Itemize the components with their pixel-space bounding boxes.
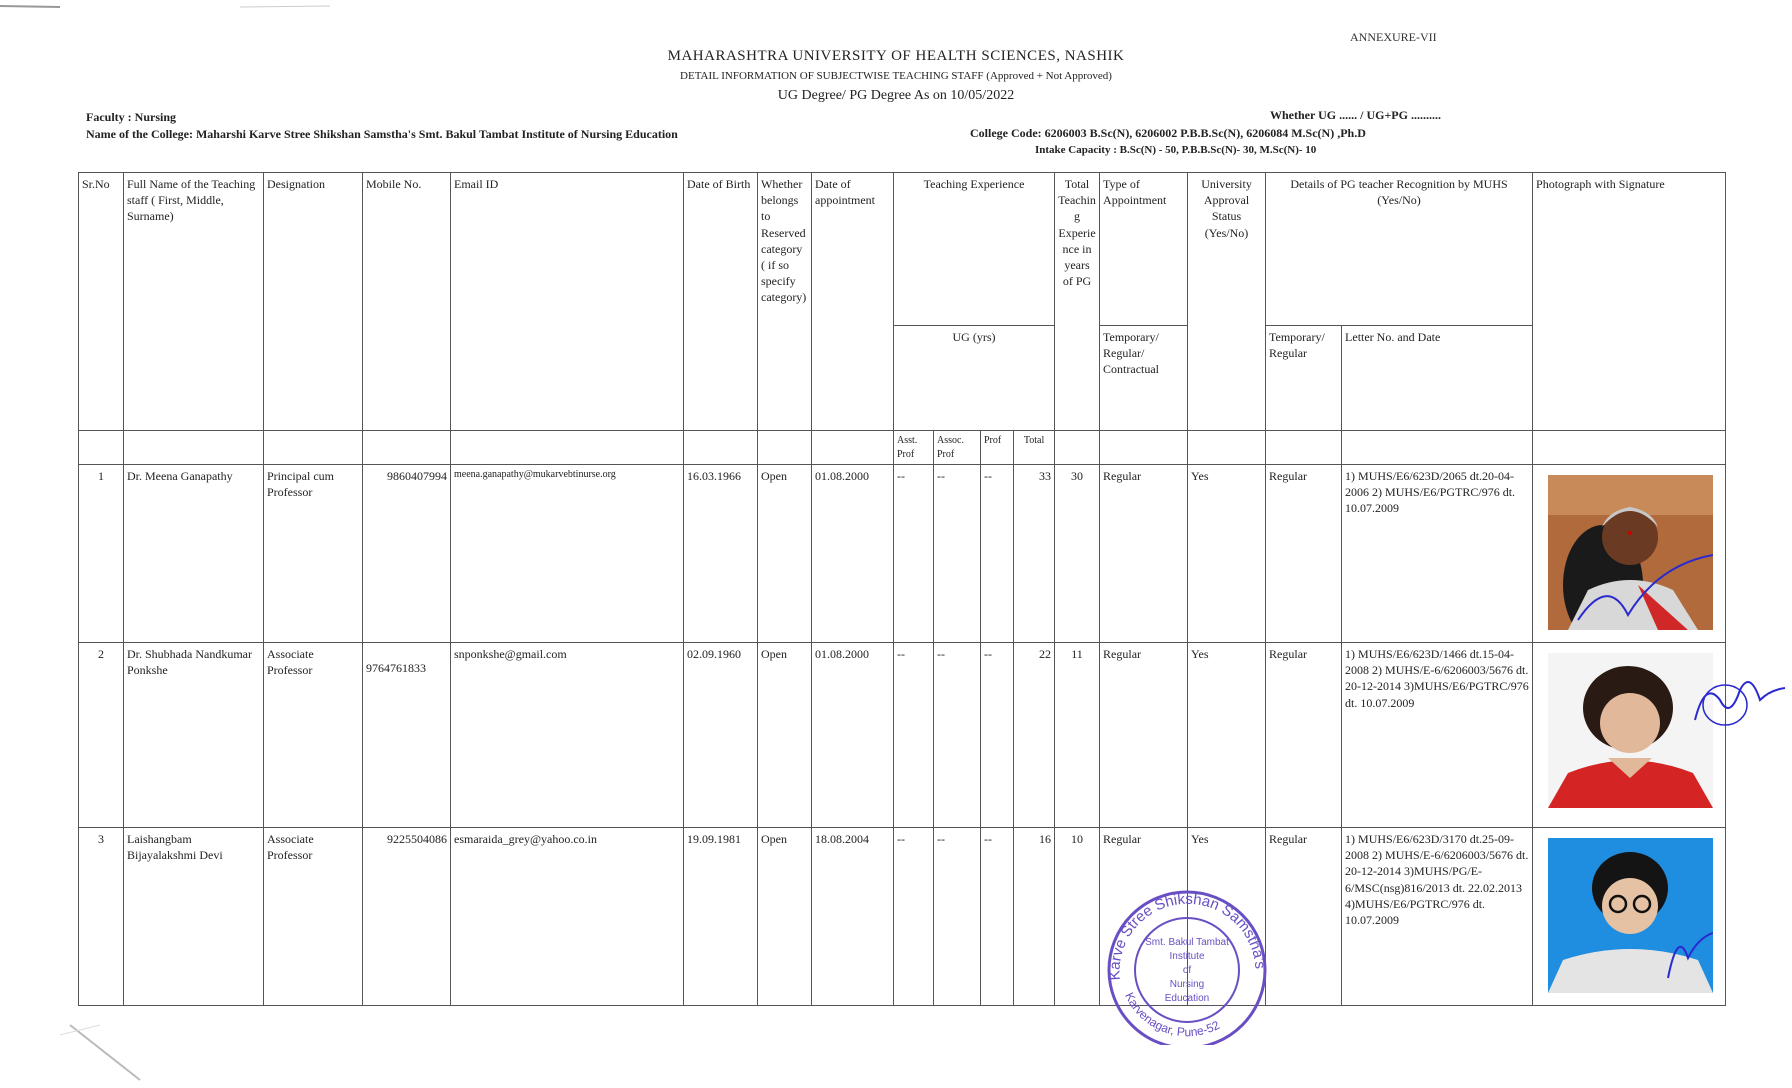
row-designation: Principal cum Professor	[264, 465, 363, 643]
row-doa: 01.08.2000	[812, 643, 894, 828]
row-name: Dr. Meena Ganapathy	[124, 465, 264, 643]
row-email: meena.ganapathy@mukarvebtinurse.org	[451, 465, 684, 643]
row-photo	[1533, 828, 1726, 1006]
college-name: Name of the College: Maharshi Karve Stree Shikshan Samstha's Smt. Bakul Tambat Institute of Nursing Education	[86, 127, 678, 141]
col-category-label: Whether belongs to Reserved category	[761, 177, 806, 256]
col-type-sub: Temporary/ Regular/ Contractual	[1100, 326, 1188, 431]
col-name: Full Name of the Teaching staff ( First, Middle, Surname)	[124, 173, 264, 431]
table-row	[79, 828, 1726, 1006]
stamp-inner-4: Nursing	[1169, 979, 1205, 990]
row-type: Regular	[1100, 643, 1188, 828]
stamp-inner-2: Institute	[1169, 951, 1205, 962]
col-total: Total	[1014, 431, 1055, 465]
row-srno: 2	[79, 643, 124, 828]
row-pg-exp: 11	[1055, 643, 1100, 828]
intake-capacity: Intake Capacity : B.Sc(N) - 50, P.B.B.Sc(N)- 30, M.Sc(N)- 10	[1035, 144, 1317, 156]
col-designation: Designation	[264, 173, 363, 431]
faculty-label: Faculty : Nursing	[86, 110, 176, 124]
row-recog: Regular	[1266, 643, 1342, 828]
col-teaching-exp: Teaching Experience	[894, 173, 1055, 326]
stamp-inner-1: Smt. Bakul Tambat	[1145, 937, 1229, 948]
staff-photo	[1548, 643, 1713, 818]
row-prof: --	[981, 828, 1014, 1006]
row-category: Open	[758, 643, 812, 828]
row-email: esmaraida_grey@yahoo.co.in	[451, 828, 684, 1006]
row-designation: Associate Professor	[264, 828, 363, 1006]
row-mobile: 9860407994	[363, 465, 451, 643]
row-mobile	[363, 643, 451, 828]
stamp-inner-3: of	[1182, 965, 1192, 976]
row-approval: Yes	[1188, 465, 1266, 643]
row-srno: 1	[79, 465, 124, 643]
row-recog: Regular	[1266, 828, 1342, 1006]
row-asst: --	[894, 465, 934, 643]
scan-artifact	[40, 1005, 150, 1085]
stamp-inner-5: Education	[1164, 993, 1210, 1004]
row-asst: --	[894, 828, 934, 1006]
row-mobile: 9225504086	[363, 828, 451, 1006]
row-letter: 1) MUHS/E6/623D/1466 dt.15-04-2008 2) MUHS/E-6/6206003/5676 dt. 20-12-2014 3)MUHS/E6/PGTRC/976 dt. 10.07.2009	[1342, 643, 1533, 828]
degree-date-line: UG Degree/ PG Degree As on 10/05/2022	[777, 88, 1015, 103]
col-email: Email ID	[451, 173, 684, 431]
row-assoc: --	[934, 643, 981, 828]
row-approval: Yes	[1188, 643, 1266, 828]
col-approval: University Approval Status (Yes/No)	[1188, 173, 1266, 431]
col-recog-temp: Temporary/ Regular	[1266, 326, 1342, 431]
row-dob: 02.09.1960	[684, 643, 758, 828]
col-prof: Prof	[981, 431, 1014, 465]
col-pg-exp: Total Teaching Experience in years of PG	[1055, 173, 1100, 431]
col-category	[758, 173, 812, 431]
col-ug-yrs: UG (yrs)	[894, 326, 1055, 431]
stamp-outer-text: Karve Stree Shikshan Samstha's	[1106, 890, 1269, 981]
row-designation: Associate Professor	[264, 643, 363, 828]
col-dob: Date of Birth	[684, 173, 758, 431]
row-category: Open	[758, 828, 812, 1006]
row-total: 16	[1014, 828, 1055, 1006]
col-type: Type of Appointment	[1100, 173, 1188, 326]
col-mobile: Mobile No.	[363, 173, 451, 431]
row-prof: --	[981, 465, 1014, 643]
row-letter: 1) MUHS/E6/623D/2065 dt.20-04-2006 2) MUHS/E6/PGTRC/976 dt. 10.07.2009	[1342, 465, 1533, 643]
col-pg-recognition: Details of PG teacher Recognition by MUHS (Yes/No)	[1266, 173, 1533, 326]
row-dob: 16.03.1966	[684, 465, 758, 643]
staff-photo	[1548, 475, 1713, 630]
row-total: 22	[1014, 643, 1055, 828]
row-type: Regular	[1100, 828, 1188, 1006]
document-subtitle: DETAIL INFORMATION OF SUBJECTWISE TEACHING STAFF (Approved + Not Approved)	[680, 70, 1112, 82]
row-name: Dr. Shubhada Nandkumar Ponkshe	[124, 643, 264, 828]
row-category: Open	[758, 465, 812, 643]
col-asst: Asst. Prof	[894, 431, 934, 465]
annexure-label: ANNEXURE-VII	[1350, 30, 1437, 44]
staff-photo	[1548, 828, 1713, 1003]
header-row-1	[79, 173, 1726, 326]
teaching-staff-table	[78, 172, 1726, 1006]
row-dob: 19.09.1981	[684, 828, 758, 1006]
university-title: MAHARASHTRA UNIVERSITY OF HEALTH SCIENCES, NASHIK	[667, 48, 1125, 64]
row-type: Regular	[1100, 465, 1188, 643]
row-doa: 01.08.2000	[812, 465, 894, 643]
row-asst: --	[894, 643, 934, 828]
row-assoc: --	[934, 828, 981, 1006]
row-doa: 18.08.2004	[812, 828, 894, 1006]
row-recog: Regular	[1266, 465, 1342, 643]
row-pg-exp: 10	[1055, 828, 1100, 1006]
col-letter: Letter No. and Date	[1342, 326, 1533, 431]
col-photo: Photograph with Signature	[1533, 173, 1726, 431]
row-approval: Yes	[1188, 828, 1266, 1006]
table-row	[79, 643, 1726, 828]
col-srno: Sr.No	[79, 173, 124, 431]
row-pg-exp: 30	[1055, 465, 1100, 643]
row-letter: 1) MUHS/E6/623D/3170 dt.25-09-2008 2) MUHS/E-6/6206003/5676 dt. 20-12-2014 3)MUHS/PG/E-6/MSC(nsg)816/2013 dt. 22.02.2013 4)MUHS/E6/PGTRC/976 dt. 10.07.2009	[1342, 828, 1533, 1006]
col-assoc: Assoc. Prof	[934, 431, 981, 465]
row-photo	[1533, 465, 1726, 643]
stamp-bottom-text: Karvenagar, Pune-52	[1122, 990, 1222, 1040]
table-row	[79, 465, 1726, 643]
row-assoc: --	[934, 465, 981, 643]
col-category-note: ( if so specify category)	[761, 257, 807, 305]
signature-mark	[1690, 660, 1790, 740]
row-total: 33	[1014, 465, 1055, 643]
college-code: College Code: 6206003 B.Sc(N), 6206002 P.B.B.Sc(N), 6206084 M.Sc(N) ,Ph.D	[970, 126, 1366, 140]
row-mobile-value: 9764761833	[366, 661, 426, 675]
ug-pg-selector: Whether UG ...... / UG+PG ..........	[1270, 108, 1441, 122]
scan-edge	[0, 0, 1792, 10]
row-name: Laishangbam Bijayalakshmi Devi	[124, 828, 264, 1006]
row-srno: 3	[79, 828, 124, 1006]
row-prof: --	[981, 643, 1014, 828]
row-email: snponkshe@gmail.com	[451, 643, 684, 828]
institute-stamp	[1095, 885, 1280, 1045]
col-doa: Date of appointment	[812, 173, 894, 431]
header-row-3	[79, 431, 1726, 465]
